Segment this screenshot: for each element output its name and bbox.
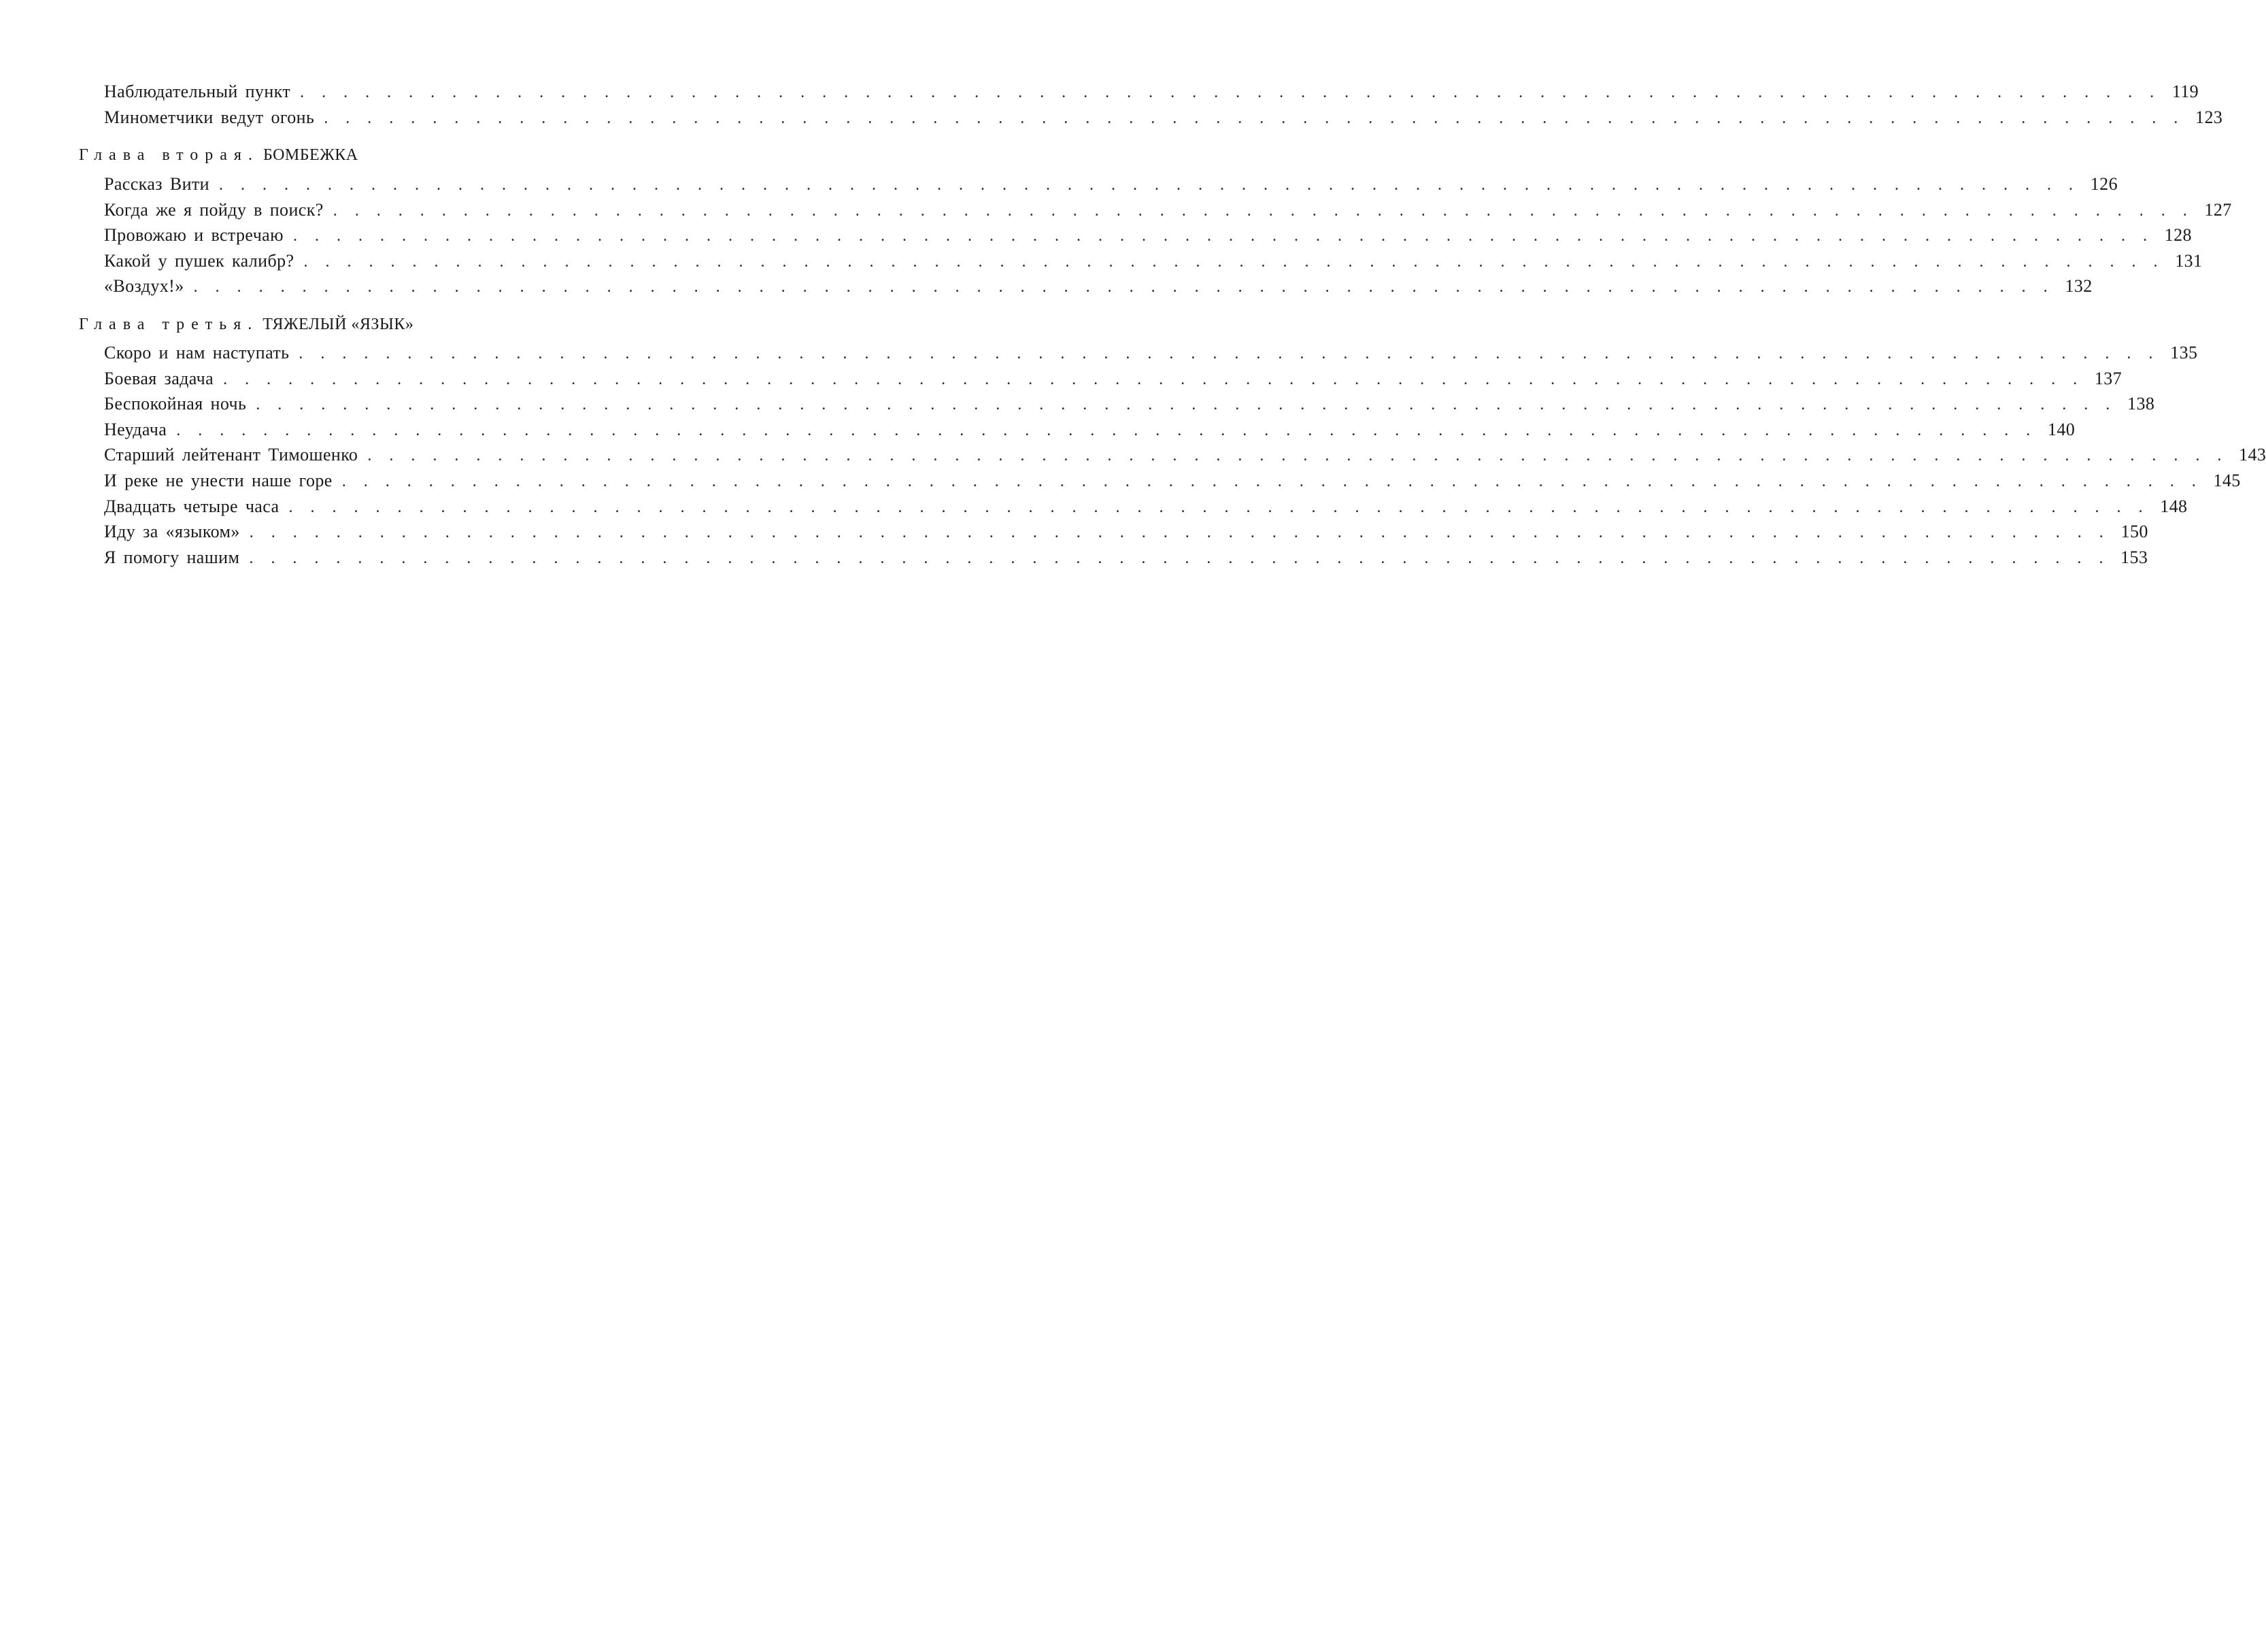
toc-entry — [104, 224, 2192, 247]
chapter-title: БОМБЕЖКА — [263, 146, 358, 164]
entry-title: Я помогу нашим — [104, 547, 240, 567]
dot-leader: . . . . . . . . . . . . . . . . . . . . . . . . . . . . . . . . . . . . . . . . . . . . . . . . . . . . . . . . . . . . . . . . . . . . . . . . . . . . . . . . . . . . . . — [333, 202, 2193, 220]
toc-entry — [104, 520, 2148, 543]
dot-leader: . . . . . . . . . . . . . . . . . . . . . . . . . . . . . . . . . . . . . . . . . . . . . . . . . . . . . . . . . . . . . . . . . . . . . . . . . . . . . . . . . . . . . . — [249, 550, 2109, 567]
entry-title: Рассказ Вити — [104, 174, 209, 194]
dot-leader: . . . . . . . . . . . . . . . . . . . . . . . . . . . . . . . . . . . . . . . . . . . . . . . . . . . . . . . . . . . . . . . . . . . . . . . . . . . . . . . . . . . . . . — [303, 253, 2163, 271]
dot-leader: . . . . . . . . . . . . . . . . . . . . . . . . . . . . . . . . . . . . . . . . . . . . . . . . . . . . . . . . . . . . . . . . . . . . . . . . . . . . . . . . . . . . . . — [176, 422, 2036, 439]
entry-page-number: 131 — [2175, 251, 2203, 271]
entry-page-number: 140 — [2047, 420, 2076, 439]
toc-entry — [104, 367, 2123, 390]
entry-title: Беспокойная ночь — [104, 394, 247, 414]
toc-entry — [104, 392, 2155, 416]
entry-title: И реке не унести наше горе — [104, 471, 333, 490]
chapter-label: Глава третья. — [79, 316, 259, 333]
dot-leader: . . . . . . . . . . . . . . . . . . . . . . . . . . . . . . . . . . . . . . . . . . . . . . . . . . . . . . . . . . . . . . . . . . . . . . . . . . . . . . . . . . . . . . — [324, 109, 2184, 127]
chapter-title: ТЯЖЕЛЫЙ «ЯЗЫК» — [263, 316, 414, 333]
dot-leader: . . . . . . . . . . . . . . . . . . . . . . . . . . . . . . . . . . . . . . . . . . . . . . . . . . . . . . . . . . . . . . . . . . . . . . . . . . . . . . . . . . . . . . — [367, 447, 2227, 465]
toc-entry — [104, 106, 2223, 129]
toc-entry — [104, 469, 2241, 492]
entry-title: Наблюдательный пункт — [104, 82, 291, 101]
entry-title: Двадцать четыре часа — [104, 496, 280, 516]
entry-page-number: 153 — [2120, 547, 2148, 567]
toc-entry — [104, 199, 2232, 222]
entry-page-number: 143 — [2239, 445, 2266, 465]
entry-title: Иду за «языком» — [104, 522, 240, 541]
entry-page-number: 128 — [2164, 225, 2192, 245]
dot-leader: . . . . . . . . . . . . . . . . . . . . . . . . . . . . . . . . . . . . . . . . . . . . . . . . . . . . . . . . . . . . . . . . . . . . . . . . . . . . . . . . . . . . . . — [193, 278, 2053, 296]
toc-entry — [104, 173, 2118, 196]
dot-leader: . . . . . . . . . . . . . . . . . . . . . . . . . . . . . . . . . . . . . . . . . . . . . . . . . . . . . . . . . . . . . . . . . . . . . . . . . . . . . . . . . . . . . . — [249, 524, 2109, 541]
dot-leader: . . . . . . . . . . . . . . . . . . . . . . . . . . . . . . . . . . . . . . . . . . . . . . . . . . . . . . . . . . . . . . . . . . . . . . . . . . . . . . . . . . . . . . — [223, 371, 2083, 388]
toc-entry — [104, 250, 2203, 273]
entry-page-number: 127 — [2204, 200, 2232, 220]
entry-title: Скоро и нам наступать — [104, 343, 290, 363]
entry-page-number: 119 — [2171, 82, 2199, 101]
dot-leader: . . . . . . . . . . . . . . . . . . . . . . . . . . . . . . . . . . . . . . . . . . . . . . . . . . . . . . . . . . . . . . . . . . . . . . . . . . . . . . . . . . . . . . — [292, 227, 2152, 245]
dot-leader: . . . . . . . . . . . . . . . . . . . . . . . . . . . . . . . . . . . . . . . . . . . . . . . . . . . . . . . . . . . . . . . . . . . . . . . . . . . . . . . . . . . . . . — [288, 499, 2148, 516]
toc-entry — [104, 80, 2199, 103]
toc-entry — [104, 495, 2188, 518]
entry-title: Минометчики ведут огонь — [104, 107, 315, 127]
entry-page-number: 126 — [2090, 174, 2118, 194]
dot-leader: . . . . . . . . . . . . . . . . . . . . . . . . . . . . . . . . . . . . . . . . . . . . . . . . . . . . . . . . . . . . . . . . . . . . . . . . . . . . . . . . . . . . . . — [300, 84, 2160, 101]
entry-page-number: 135 — [2170, 343, 2198, 363]
entry-title: Когда же я пойду в поиск? — [104, 200, 324, 220]
entry-title: «Воздух!» — [104, 276, 184, 296]
dot-leader: . . . . . . . . . . . . . . . . . . . . . . . . . . . . . . . . . . . . . . . . . . . . . . . . . . . . . . . . . . . . . . . . . . . . . . . . . . . . . . . . . . . . . . — [341, 473, 2201, 490]
toc-entry — [104, 275, 2093, 298]
entry-page-number: 148 — [2160, 496, 2188, 516]
entry-page-number: 123 — [2195, 107, 2223, 127]
toc-entry — [104, 418, 2076, 441]
toc-entry — [104, 546, 2148, 569]
entry-page-number: 137 — [2094, 369, 2123, 388]
dot-leader: . . . . . . . . . . . . . . . . . . . . . . . . . . . . . . . . . . . . . . . . . . . . . . . . . . . . . . . . . . . . . . . . . . . . . . . . . . . . . . . . . . . . . . — [256, 396, 2116, 414]
entry-title: Старший лейтенант Тимошенко — [104, 445, 358, 465]
dot-leader: . . . . . . . . . . . . . . . . . . . . . . . . . . . . . . . . . . . . . . . . . . . . . . . . . . . . . . . . . . . . . . . . . . . . . . . . . . . . . . . . . . . . . . — [299, 345, 2159, 363]
toc-entry — [104, 341, 2198, 365]
dot-leader: . . . . . . . . . . . . . . . . . . . . . . . . . . . . . . . . . . . . . . . . . . . . . . . . . . . . . . . . . . . . . . . . . . . . . . . . . . . . . . . . . . . . . . — [218, 176, 2078, 194]
chapter-heading — [79, 144, 358, 167]
entry-page-number: 138 — [2127, 394, 2155, 414]
entry-page-number: 150 — [2120, 522, 2148, 541]
entry-title: Провожаю и встречаю — [104, 225, 284, 245]
chapter-heading — [79, 313, 413, 336]
entry-page-number: 145 — [2213, 471, 2241, 490]
chapter-label: Глава вторая. — [79, 146, 259, 164]
entry-page-number: 132 — [2065, 276, 2093, 296]
toc-entry — [104, 443, 2266, 467]
entry-title: Боевая задача — [104, 369, 214, 388]
entry-title: Неудача — [104, 420, 167, 439]
entry-title: Какой у пушек калибр? — [104, 251, 294, 271]
